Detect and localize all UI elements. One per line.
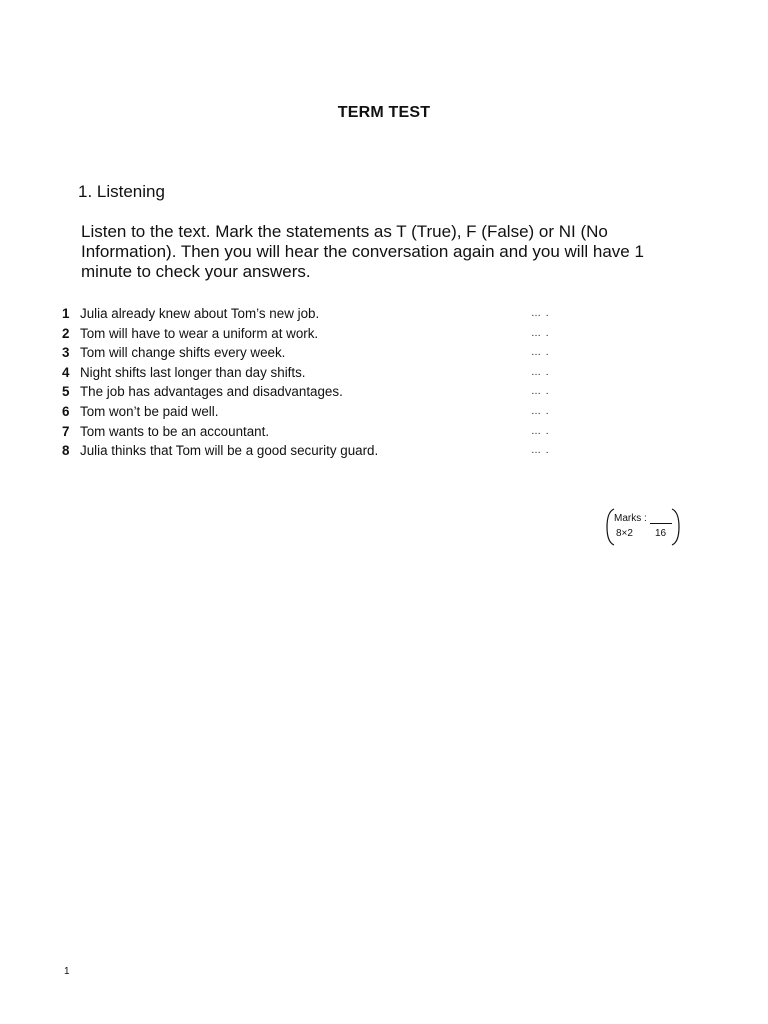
statement-text: Julia already knew about Tom’s new job. [80,306,320,321]
marks-denominator: 8×2 [616,528,633,539]
statement-item [58,363,578,383]
statement-text: The job has advantages and disadvantages. [80,384,343,400]
statement-text: Tom won’t be paid well. [80,403,219,419]
statement-text: Julia thinks that Tom will be a good security guard. [80,443,379,459]
section-heading: 1. Listening [78,182,165,201]
statement-text: Tom wants to be an accountant. [80,423,270,439]
answer-blank[interactable]: … . [531,308,550,319]
statement-item [58,324,578,344]
statement-list [58,304,578,461]
statement-item [58,422,578,442]
marks-score-field[interactable] [650,523,672,524]
statement-number: 3 [62,345,70,361]
answer-blank[interactable]: … . [531,366,550,378]
marks-box [606,508,680,546]
statement-item [58,382,578,402]
statement-number: 5 [62,384,70,400]
statement-number: 2 [62,325,70,341]
answer-blank[interactable]: … . [531,347,550,359]
statement-item [58,441,578,461]
marks-total: 16 [655,528,667,539]
answer-blank[interactable]: … . [531,445,550,457]
section-instructions: Listen to the text. Mark the statements as T (True), F (False) or NI (No Information). Then you will hear the conversation again and you will have 1 minute to check your answers. [81,222,644,281]
statement-text: Tom will have to wear a uniform at work. [80,325,319,341]
answer-blank[interactable]: … . [531,386,550,398]
statement-number: 7 [62,423,70,439]
statement-number: 4 [62,364,70,380]
statement-item [58,402,578,422]
statement-number: 1 [62,306,70,321]
answer-blank[interactable]: … . [531,405,550,417]
answer-blank[interactable]: … . [531,327,550,339]
statement-text: Night shifts last longer than day shifts. [80,364,306,380]
statement-number: 8 [62,443,70,459]
statement-number: 6 [62,403,70,419]
page-number: 1 [64,966,70,977]
statement-text: Tom will change shifts every week. [80,345,286,361]
statement-item [58,343,578,363]
answer-blank[interactable]: … . [531,425,550,437]
statement-item [58,304,578,324]
page-title: TERM TEST [337,104,431,121]
marks-label: Marks : [614,513,647,524]
